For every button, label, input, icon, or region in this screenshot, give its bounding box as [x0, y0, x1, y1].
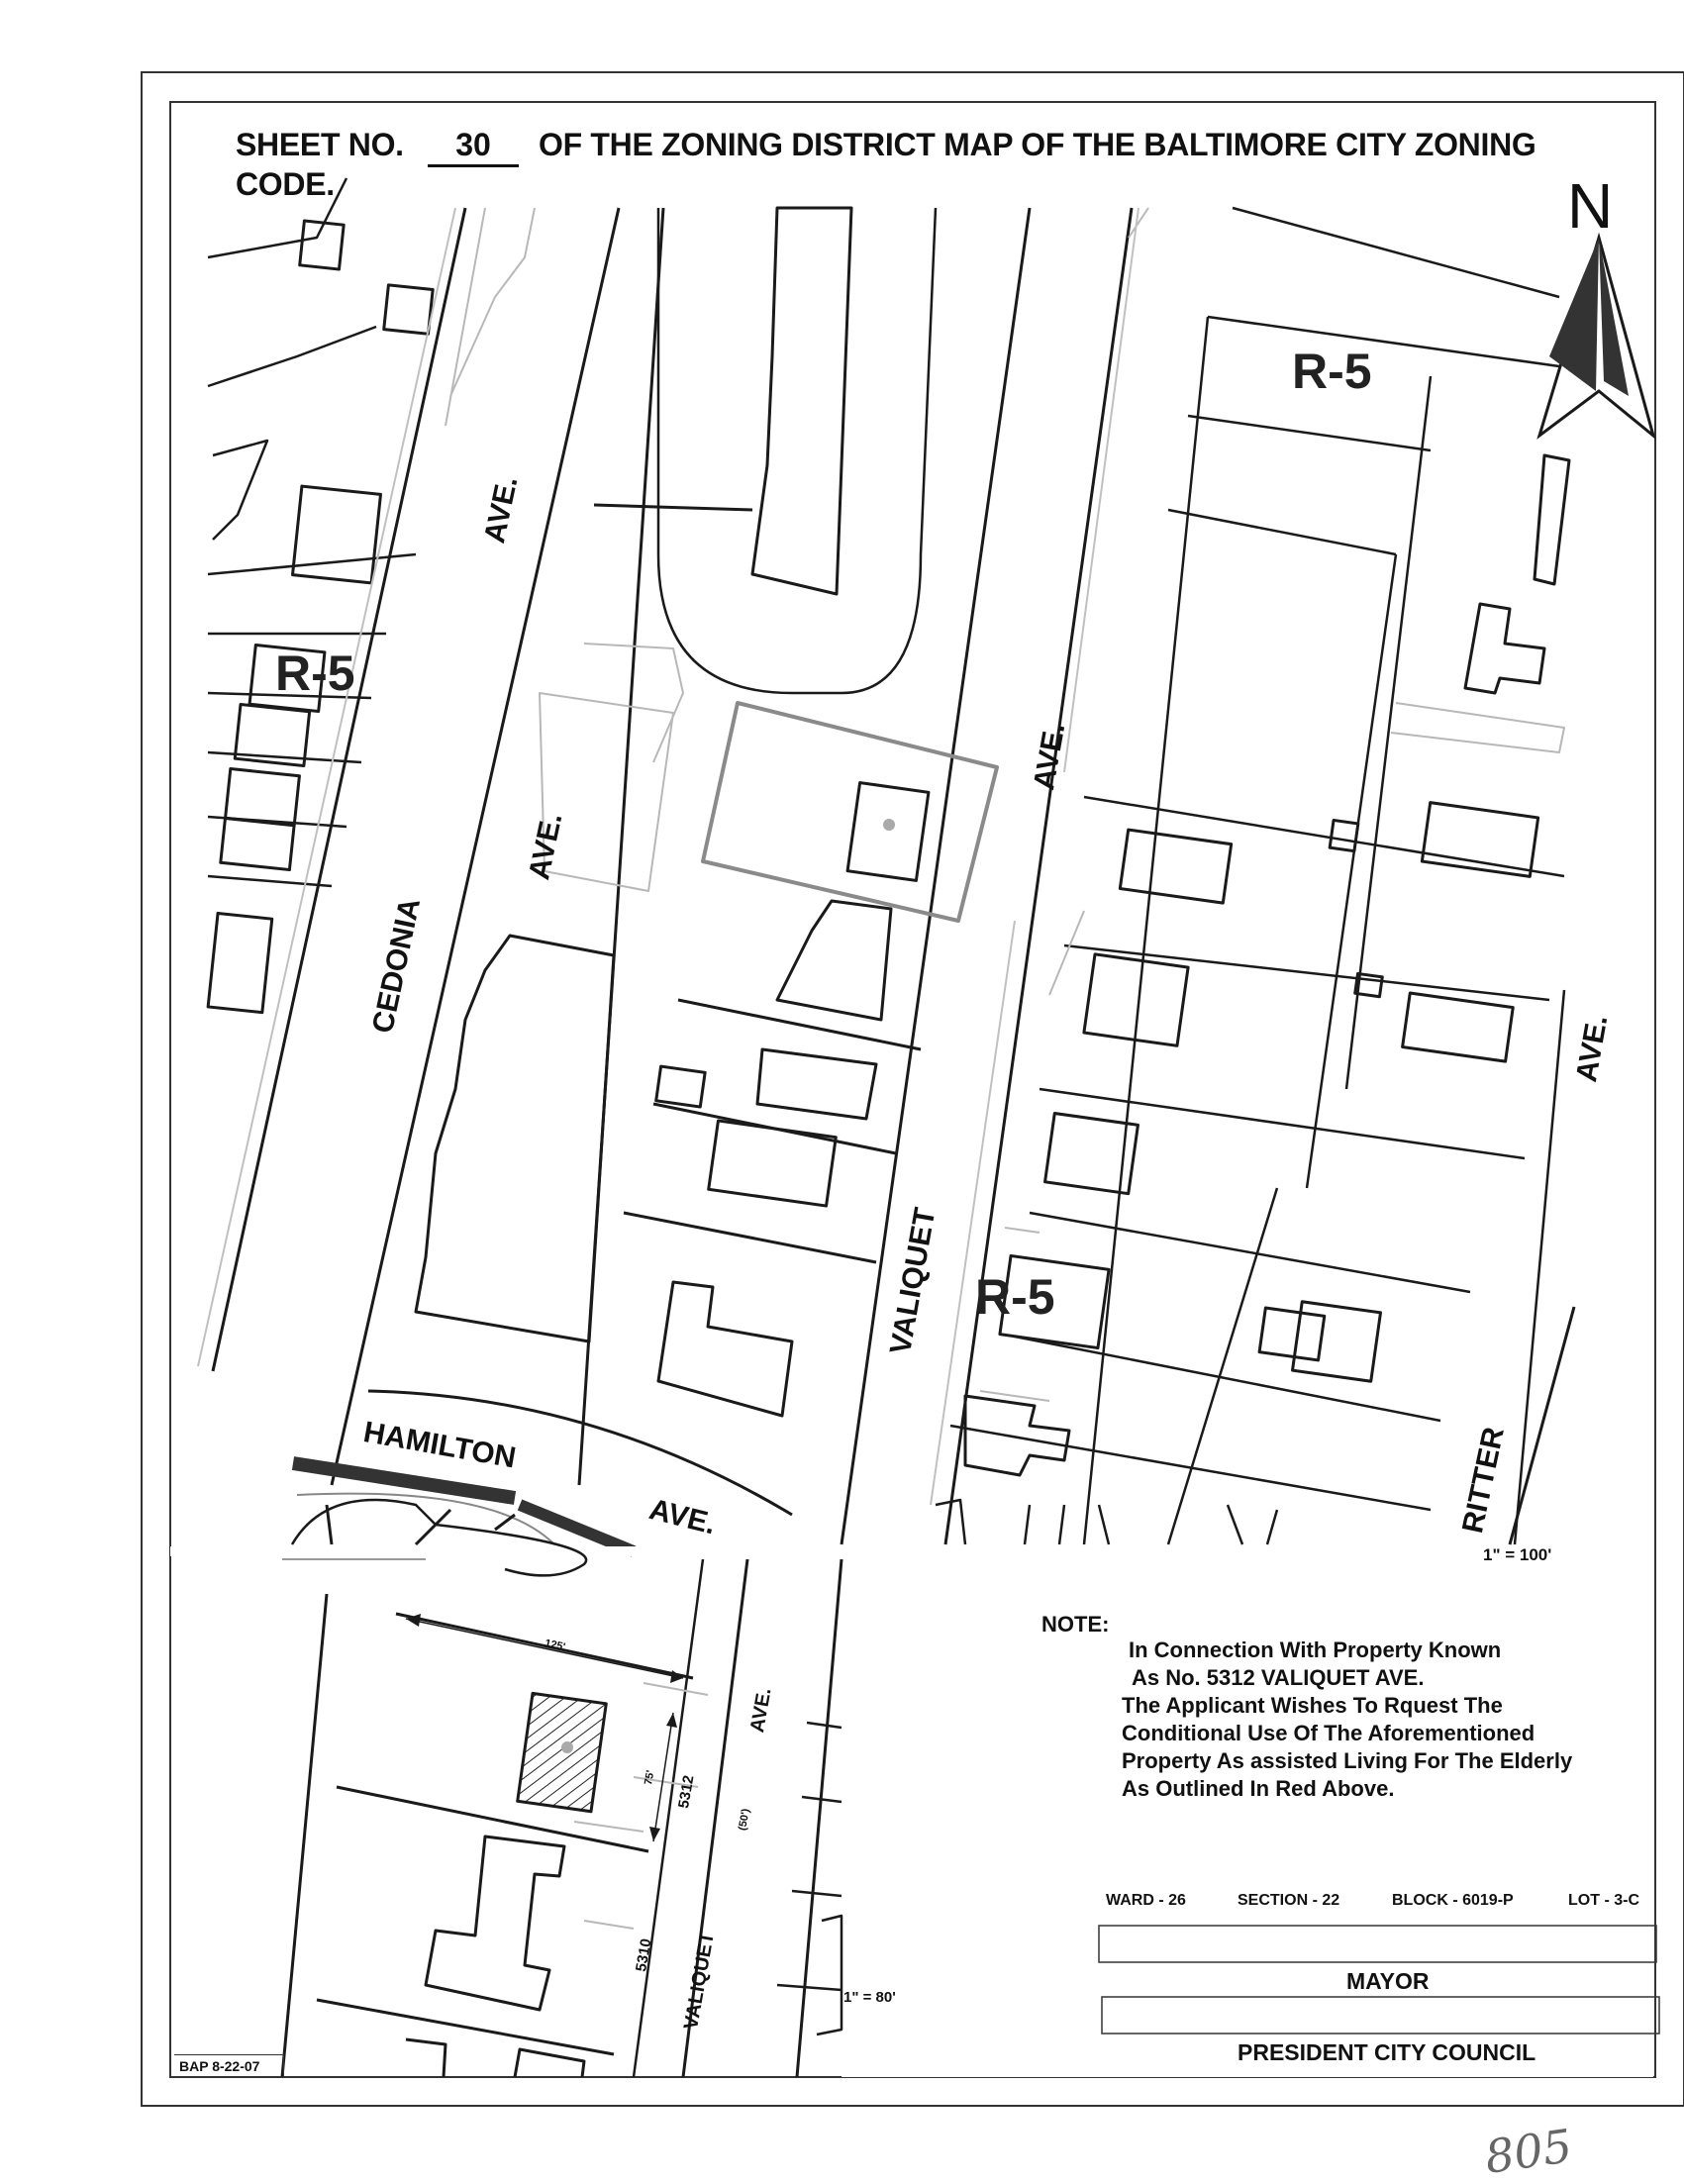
- house-e16: [1228, 1505, 1277, 1544]
- subject-house: [847, 783, 929, 881]
- lot-line-a: [594, 505, 752, 510]
- zone-label-center: R-5: [975, 1269, 1055, 1325]
- house-e14: [1535, 455, 1569, 584]
- inset-dim-125: 125': [544, 1637, 567, 1654]
- subject-property-outline: [703, 703, 997, 921]
- north-arrow-icon: [1539, 238, 1653, 436]
- hamilton-boundary-marks: [293, 1463, 634, 1551]
- apartment-building-north: [752, 208, 851, 594]
- inset-east-house: [817, 1916, 842, 2035]
- title-line-2: CODE.: [236, 166, 335, 202]
- mayor-label: MAYOR: [1346, 1968, 1430, 1994]
- note-heading: NOTE:: [1041, 1612, 1110, 1637]
- cedonia-ave-west-edge: [213, 208, 465, 1371]
- street-hamilton: HAMILTON: [360, 1416, 519, 1475]
- apartment-building-west: [416, 936, 614, 1341]
- council-label: PRESIDENT CITY COUNCIL: [1238, 2039, 1536, 2065]
- house-e: [658, 1282, 792, 1416]
- east-lot-verticals: [1084, 317, 1564, 1544]
- street-hamilton-ave: AVE.: [645, 1493, 720, 1541]
- street-ritter-ave: AVE.: [1570, 1012, 1615, 1085]
- sheet-number-underline: [428, 164, 519, 167]
- title-suffix: OF THE ZONING DISTRICT MAP OF THE BALTIMORE CITY ZONING: [539, 127, 1536, 162]
- note-line-6: As Outlined In Red Above.: [1122, 1776, 1395, 1801]
- north-boundary: [1233, 208, 1559, 297]
- dim-75-head-top: [666, 1713, 677, 1728]
- note-line-2: As No. 5312 VALIQUET AVE.: [1132, 1665, 1425, 1690]
- handwritten-page-number: 805: [1481, 2119, 1576, 2184]
- west-curve: [213, 441, 267, 540]
- inset-subject-house: [518, 1693, 607, 1811]
- note-line-1: In Connection With Property Known: [1129, 1638, 1502, 1662]
- note-line-4: Conditional Use Of The Aforementioned: [1122, 1721, 1535, 1745]
- cedonia-sidewalk: [198, 208, 455, 1366]
- preparer-stamp-box: [174, 2054, 284, 2078]
- house-c: [757, 1049, 876, 1119]
- house-w6: [226, 768, 300, 825]
- inset-lot-5310: 5310: [633, 1936, 655, 1973]
- house-b: [777, 901, 891, 1020]
- house-e13: [1465, 604, 1544, 693]
- inset-west-boundary: [282, 1594, 327, 2077]
- house-e15: [936, 1500, 1109, 1544]
- inset-top-mask: [170, 1546, 842, 1556]
- section-label: SECTION - 22: [1238, 1892, 1340, 1909]
- inset-house-2: [426, 1837, 564, 2010]
- house-e8: [1403, 993, 1514, 1061]
- inset-scale-label: 1" = 80': [843, 1989, 896, 2006]
- title-prefix: SHEET NO.: [236, 127, 404, 162]
- inset-subject-dot: [561, 1741, 573, 1753]
- lot-label: LOT - 3-C: [1568, 1892, 1639, 1909]
- dim-75-arrow: [653, 1713, 673, 1841]
- north-label: N: [1567, 170, 1614, 242]
- main-scale-label: 1" = 100': [1483, 1545, 1552, 1564]
- sheet-number: 30: [455, 127, 491, 162]
- dim-75-head-bottom: [649, 1827, 660, 1841]
- house-w8: [208, 913, 272, 1012]
- inset-map: [282, 1500, 842, 2077]
- ritter-ave-east-edge: [1510, 1307, 1574, 1544]
- house-e6: [1422, 803, 1537, 877]
- garage-c: [656, 1066, 705, 1107]
- note-line-3: The Applicant Wishes To Rquest The: [1122, 1693, 1503, 1718]
- house-e12: [1259, 1308, 1325, 1360]
- inset-lot-line-low: [317, 2000, 614, 2054]
- block-label: BLOCK - 6019-P: [1392, 1892, 1514, 1909]
- street-cedonia: CEDONIA: [366, 895, 428, 1037]
- inset-street-valiquet: VALIQUET: [680, 1930, 719, 2032]
- inset-dim-75: 75': [643, 1769, 657, 1786]
- house-e10: [1330, 820, 1358, 850]
- inset-lot-5312: 5312: [675, 1773, 698, 1810]
- lot-line-b: [678, 1000, 921, 1049]
- inset-lot-line-mid: [337, 1787, 648, 1851]
- court-lane: [658, 208, 936, 693]
- house-d: [709, 1121, 837, 1206]
- ward-label: WARD - 26: [1106, 1892, 1186, 1909]
- street-cedonia-ave-top: AVE.: [478, 473, 525, 546]
- note-line-5: Property As assisted Living For The Elderly: [1122, 1748, 1573, 1773]
- house-e5: [965, 1396, 1069, 1475]
- house-w3: [293, 486, 381, 583]
- lot-line-d: [624, 1213, 876, 1262]
- zone-label-northeast: R-5: [1292, 344, 1372, 399]
- preparer-stamp: BAP 8-22-07: [179, 2058, 260, 2074]
- inset-street-ave: AVE.: [746, 1686, 776, 1735]
- street-ritter: RITTER: [1456, 1424, 1511, 1537]
- west-lot-lines: [208, 178, 416, 886]
- valiquet-ave-west-edge: [842, 208, 1030, 1544]
- cedonia-ave-east-edge: [332, 208, 619, 1485]
- street-valiquet: VALIQUET: [884, 1205, 942, 1357]
- inset-width-50: (50'): [737, 1807, 752, 1832]
- zone-label-west: R-5: [275, 645, 355, 701]
- street-valiquet-ave-top: AVE.: [1028, 720, 1072, 793]
- house-w7: [221, 818, 294, 869]
- east-block-outline: [950, 317, 1564, 1510]
- house-e1: [1120, 830, 1231, 903]
- house-w2: [384, 285, 433, 334]
- subject-property-dot: [883, 819, 895, 831]
- inset-valiquet-east: [797, 1559, 842, 2077]
- street-cedonia-ave: AVE.: [523, 810, 569, 883]
